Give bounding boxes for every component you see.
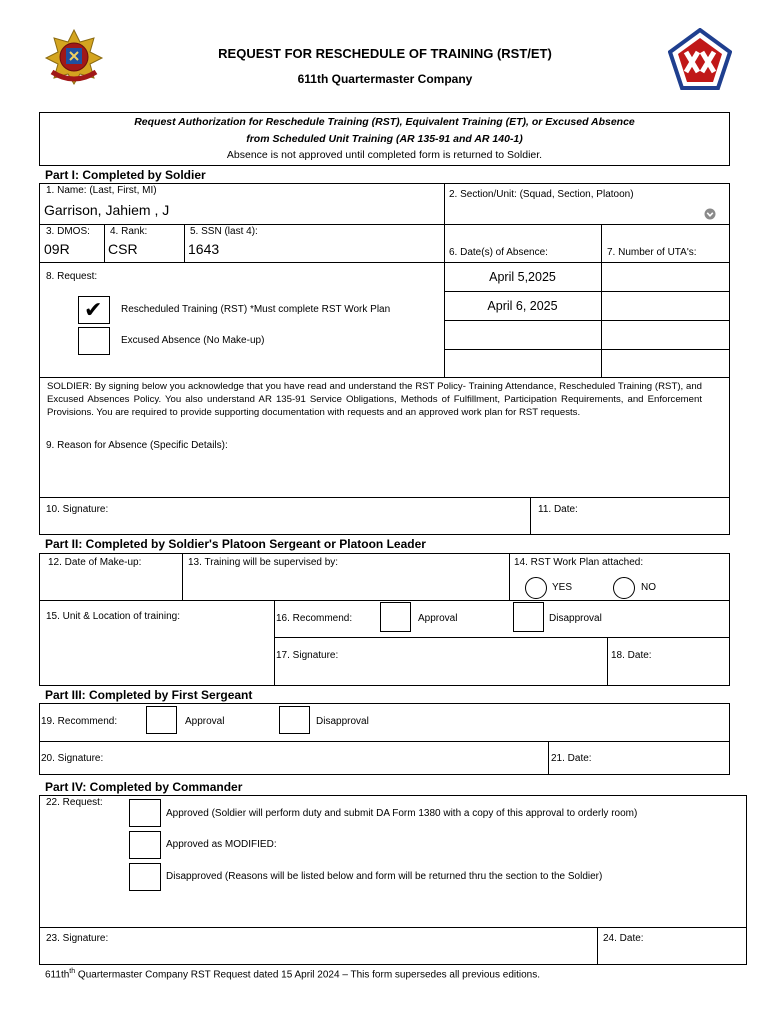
rst-checkbox[interactable] [78,296,110,324]
rank-value[interactable]: CSR [108,241,138,257]
workplan-yes-radio[interactable] [525,577,547,599]
part3-approval-checkbox[interactable] [146,706,177,734]
section-dropdown-icon[interactable] [704,207,716,219]
part3-signature-label: 20. Signature: [41,753,104,764]
acknowledgement-text: SOLDIER: By signing below you acknowledge that you have read and understand the RST Policy- Training Attendance, Rescheduled Training (RST), and Excused Absences Policy. You also understand AR 135-91 Service Obligations, Methods of Fulfillment, Participation Requirements, and Enforcement Provisions. You are required to provide supporting documentation with requests and an approved work plan for RST requests. [47,381,702,418]
footer-unit: 611th [45,969,70,981]
form-title: REQUEST FOR RESCHEDULE OF TRAINING (RST/ET) [218,46,552,61]
workplan-label: 14. RST Work Plan attached: [514,557,644,568]
unit-emblem-left [44,28,104,86]
part4-signature-label: 23. Signature: [46,933,109,944]
absence-date-1[interactable]: April 5,2025 [489,270,556,284]
part2-approval-label: Approval [418,613,458,624]
section-label: 2. Section/Unit: (Squad, Section, Platoon) [449,189,634,200]
dates-label: 6. Date(s) of Absence: [449,247,548,258]
part2-recommend-label: 16. Recommend: [276,613,353,624]
part1-date-label: 11. Date: [538,504,578,515]
form-subtitle: 611th Quartermaster Company [297,72,473,86]
modified-checkbox[interactable] [129,831,161,859]
workplan-no-radio[interactable] [613,577,635,599]
intro-line-1: Request Authorization for Reschedule Training (RST), Equivalent Training (ET), or Excused Absence [134,116,635,128]
dmos-label: 3. DMOS: [46,226,90,237]
request-label: 8. Request: [46,271,98,282]
footer-text: Quartermaster Company RST Request dated 15 April 2024 – This form supersedes all previous editions. [75,969,541,981]
part3-disapproval-label: Disapproval [316,716,369,727]
part3-disapproval-checkbox[interactable] [279,706,310,734]
disapproved-checkbox[interactable] [129,863,161,891]
ssn-label: 5. SSN (last 4): [190,226,258,237]
intro-line-2: from Scheduled Unit Training (AR 135-91 and AR 140-1) [246,133,523,145]
part3-approval-label: Approval [185,716,225,727]
name-label: 1. Name: (Last, First, MI) [46,185,157,196]
part2-date-label: 18. Date: [611,650,652,661]
absence-date-2[interactable]: April 6, 2025 [487,299,558,313]
check-mark-icon: ✔ [84,298,103,323]
ssn-value[interactable]: 1643 [188,241,220,257]
makeup-date-label: 12. Date of Make-up: [48,557,142,568]
rst-option-label: Rescheduled Training (RST) *Must complete RST Work Plan [121,304,391,315]
part4-date-label: 24. Date: [603,933,644,944]
reason-label: 9. Reason for Absence (Specific Details): [46,440,228,451]
part4-request-label: 22. Request: [46,797,103,808]
part1-signature-label: 10. Signature: [46,504,109,515]
rank-label: 4. Rank: [110,226,148,237]
division-emblem-right [668,28,732,90]
supervised-by-label: 13. Training will be supervised by: [188,557,339,568]
part2-heading: Part II: Completed by Soldier's Platoon Sergeant or Platoon Leader [45,537,426,551]
dmos-value[interactable]: 09R [44,241,70,257]
part2-approval-checkbox[interactable] [380,602,411,632]
part3-recommend-label: 19. Recommend: [41,716,118,727]
modified-option-label: Approved as MODIFIED: [166,839,277,850]
workplan-yes-label: YES [552,582,573,593]
workplan-no-label: NO [641,582,656,593]
part3-box [39,703,730,775]
intro-line-3: Absence is not approved until completed form is returned to Soldier. [226,149,543,161]
name-value[interactable]: Garrison, Jahiem , J [44,202,170,218]
disapproved-option-label: Disapproved (Reasons will be listed below and form will be returned thru the section to the Soldier) [166,871,603,882]
part4-heading: Part IV: Completed by Commander [45,780,243,794]
footer-superscript: th [69,968,76,975]
unit-location-label: 15. Unit & Location of training: [46,611,180,622]
part2-signature-label: 17. Signature: [276,650,339,661]
uta-label: 7. Number of UTA's: [607,247,697,258]
part2-disapproval-label: Disapproval [549,613,602,624]
part3-date-label: 21. Date: [551,753,592,764]
footer-note [45,968,540,980]
part2-disapproval-checkbox[interactable] [513,602,544,632]
approved-checkbox[interactable] [129,799,161,827]
excused-checkbox[interactable] [78,327,110,355]
approved-option-label: Approved (Soldier will perform duty and submit DA Form 1380 with a copy of this approval to orderly room) [166,808,638,819]
part3-heading: Part III: Completed by First Sergeant [45,688,253,702]
excused-option-label: Excused Absence (No Make-up) [121,335,265,346]
part1-heading: Part I: Completed by Soldier [45,168,206,182]
